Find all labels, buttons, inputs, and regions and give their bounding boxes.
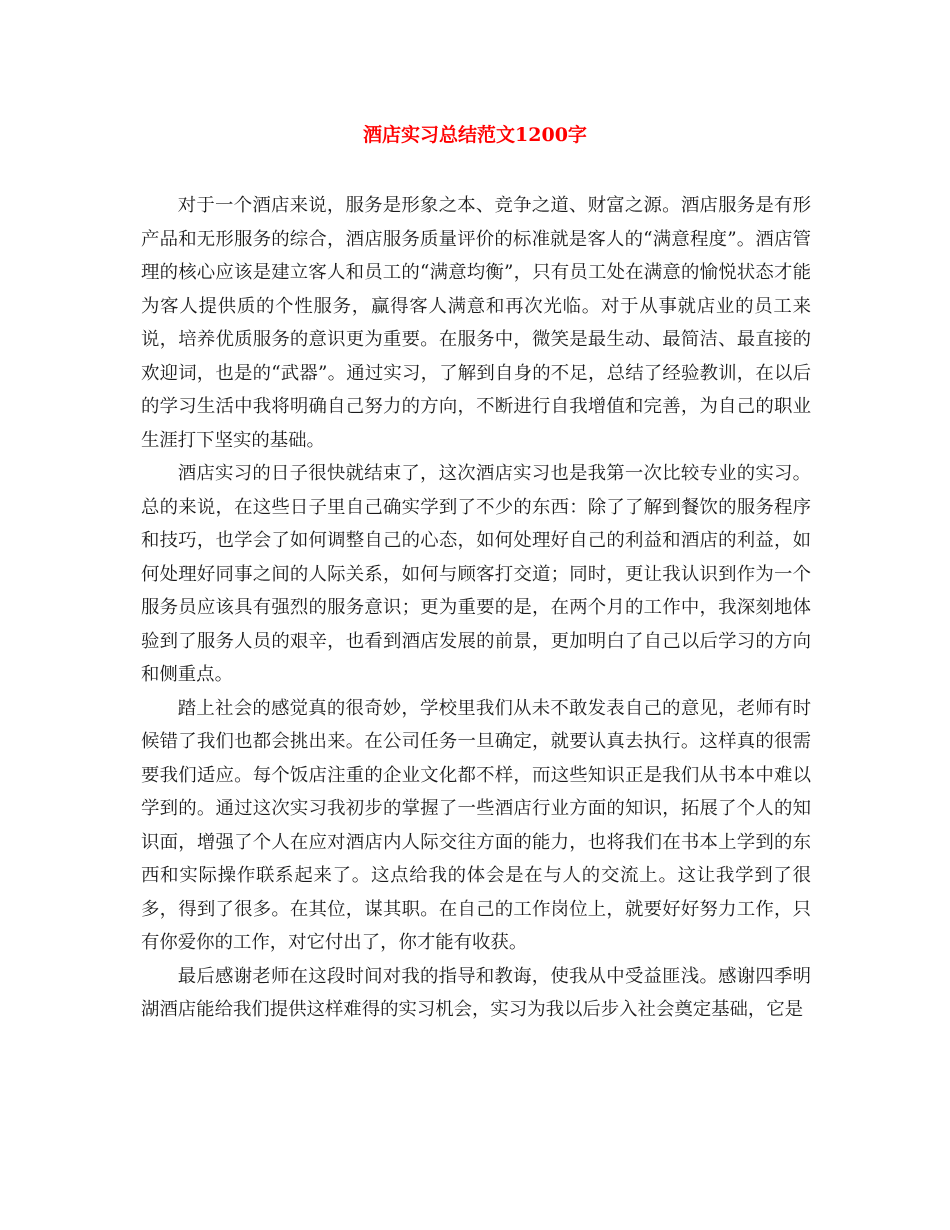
paragraph-4: 最后感谢老师在这段时间对我的指导和教诲，使我从中受益匪浅。感谢四季明湖酒店能给我们提供这样难得的实习机会，实习为我以后步入社会奠定基础，它是	[141, 965, 811, 1020]
paragraph-3: 踏上社会的感觉真的很奇妙，学校里我们从未不敢发表自己的意见，老师有时候错了我们也都会挑出来。在公司任务一旦确定，就要认真去执行。这样真的很需要我们适应。每个饭店注重的企业文化都不样，而这些知识正是我们从书本中难以学到的。通过这次实习我初步的掌握了一些酒店行业方面的知识，拓展了个人的知识面，增强了个人在应对酒店内人际交往方面的能力，也将我们在书本上学到的东西和实际操作联系起来了。这点给我的体会是在与人的交流上。这让我学到了很多，得到了很多。在其位，谋其职。在自己的工作岗位上，就要好好努力工作，只有你爱你的工作，对它付出了，你才能有收获。	[141, 697, 811, 953]
paragraph-2: 酒店实习的日子很快就结束了，这次酒店实习也是我第一次比较专业的实习。总的来说，在这些日子里自己确实学到了不少的东西：除了了解到餐饮的服务程序和技巧，也学会了如何调整自己的心态，如何处理好自己的利益和酒店的利益，如何处理好同事之间的人际关系，如何与顾客打交道；同时，更让我认识到作为一个服务员应该具有强烈的服务意识；更为重要的是，在两个月的工作中，我深刻地体验到了服务人员的艰辛，也看到酒店发展的前景，更加明白了自己以后学习的方向和侧重点。	[141, 463, 811, 685]
paragraph-1: 对于一个酒店来说，服务是形象之本、竞争之道、财富之源。酒店服务是有形产品和无形服务的综合，酒店服务质量评价的标准就是客人的“满意程度”。酒店管理的核心应该是建立客人和员工的“满意均衡”，只有员工处在满意的愉悦状态才能为客人提供质的个性服务，赢得客人满意和再次光临。对于从事就店业的员工来说，培养优质服务的意识更为重要。在服务中，微笑是最生动、最简洁、最直接的欢迎词，也是的“武器”。通过实习，了解到自身的不足，总结了经验教训，在以后的学习生活中我将明确自己努力的方向，不断进行自我增值和完善，为自己的职业生涯打下坚实的基础。	[141, 195, 811, 451]
document-title: 酒店实习总结范文1200字	[363, 124, 587, 146]
document-body	[141, 189, 811, 1027]
